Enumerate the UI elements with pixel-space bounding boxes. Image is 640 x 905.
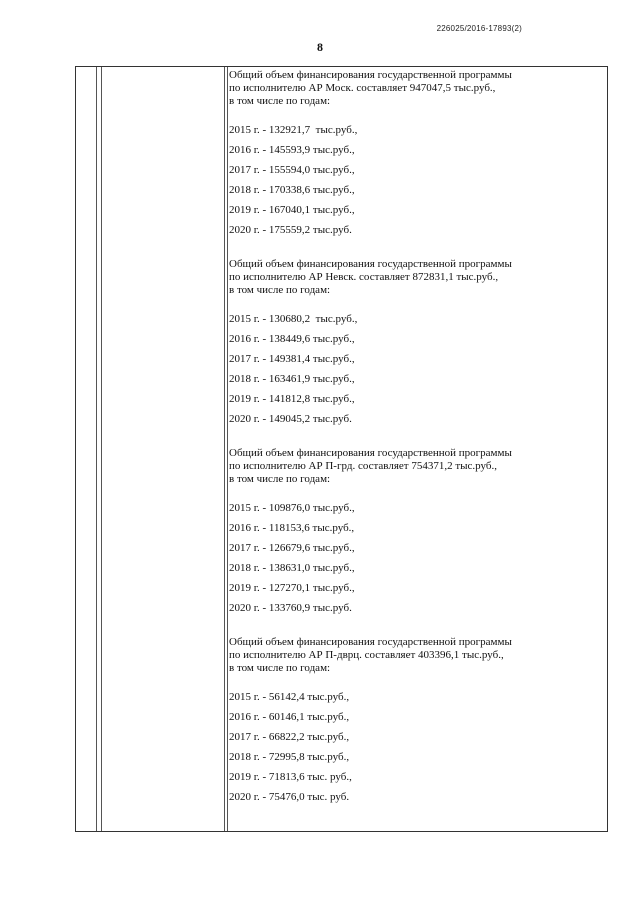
- intro-line: по исполнителю АР Моск. составляет 947047,5 тыс.руб.,: [229, 82, 496, 94]
- year-amount-line: 2015 г. - 109876,0 тыс.руб.,: [229, 502, 355, 514]
- intro-line: Общий объем финансирования государственной программы: [229, 258, 512, 270]
- block-intro: [229, 258, 599, 297]
- year-amount-line: 2016 г. - 60146,1 тыс.руб.,: [229, 711, 350, 723]
- block-intro: [229, 69, 599, 108]
- year-amount-line: 2019 г. - 127270,1 тыс.руб.,: [229, 582, 355, 594]
- page-number: 8: [317, 40, 323, 54]
- intro-line: по исполнителю АР П-грд. составляет 754371,2 тыс.руб.,: [229, 460, 497, 472]
- year-amount-line: 2020 г. - 75476,0 тыс. руб.: [229, 791, 350, 803]
- document-code: 226025/2016-17893(2): [436, 24, 522, 33]
- year-amount-line: 2017 г. - 155594,0 тыс.руб.,: [229, 164, 355, 176]
- year-amount-line: 2019 г. - 141812,8 тыс.руб.,: [229, 393, 355, 405]
- year-amount-line: 2016 г. - 138449,6 тыс.руб.,: [229, 333, 355, 345]
- intro-line: в том числе по годам:: [229, 473, 331, 485]
- year-amount-line: 2018 г. - 138631,0 тыс.руб.,: [229, 562, 355, 574]
- block-intro: [229, 447, 599, 486]
- year-amount-line: 2015 г. - 132921,7 тыс.руб.,: [229, 124, 358, 136]
- year-amount-line: 2018 г. - 72995,8 тыс.руб.,: [229, 751, 350, 763]
- intro-line: Общий объем финансирования государственной программы: [229, 69, 512, 81]
- block-intro: [229, 636, 599, 675]
- year-amount-line: 2019 г. - 167040,1 тыс.руб.,: [229, 204, 355, 216]
- year-amount-line: 2015 г. - 130680,2 тыс.руб.,: [229, 313, 358, 325]
- financing-block-petrodvortsovy: [229, 636, 599, 807]
- intro-line: Общий объем финансирования государственной программы: [229, 447, 512, 459]
- intro-line: Общий объем финансирования государственной программы: [229, 636, 512, 648]
- intro-line: в том числе по годам:: [229, 284, 331, 296]
- year-amount-line: 2020 г. - 149045,2 тыс.руб.: [229, 413, 352, 425]
- year-amount-line: 2020 г. - 133760,9 тыс.руб.: [229, 602, 352, 614]
- column-divider: [227, 67, 228, 831]
- year-amount-line: 2017 г. - 66822,2 тыс.руб.,: [229, 731, 350, 743]
- year-amount-line: 2020 г. - 175559,2 тыс.руб.: [229, 224, 352, 236]
- intro-line: в том числе по годам:: [229, 95, 331, 107]
- year-amount-line: 2019 г. - 71813,6 тыс. руб.,: [229, 771, 352, 783]
- financing-block-petrogradsky: [229, 447, 599, 618]
- financing-block-nevsky: [229, 258, 599, 429]
- intro-line: в том числе по годам:: [229, 662, 331, 674]
- year-amount-line: 2016 г. - 118153,6 тыс.руб.,: [229, 522, 355, 534]
- year-amount-line: 2015 г. - 56142,4 тыс.руб.,: [229, 691, 350, 703]
- year-amount-line: 2017 г. - 149381,4 тыс.руб.,: [229, 353, 355, 365]
- year-amount-line: 2018 г. - 170338,6 тыс.руб.,: [229, 184, 355, 196]
- financing-content: [229, 69, 599, 825]
- year-amount-line: 2016 г. - 145593,9 тыс.руб.,: [229, 144, 355, 156]
- intro-line: по исполнителю АР Невск. составляет 872831,1 тыс.руб.,: [229, 271, 499, 283]
- column-divider: [101, 67, 102, 831]
- year-amount-line: 2017 г. - 126679,6 тыс.руб.,: [229, 542, 355, 554]
- financing-block-moskovsky: [229, 69, 599, 240]
- year-amount-line: 2018 г. - 163461,9 тыс.руб.,: [229, 373, 355, 385]
- column-divider: [96, 67, 97, 831]
- column-divider: [224, 67, 225, 831]
- intro-line: по исполнителю АР П-дврц. составляет 403396,1 тыс.руб.,: [229, 649, 504, 661]
